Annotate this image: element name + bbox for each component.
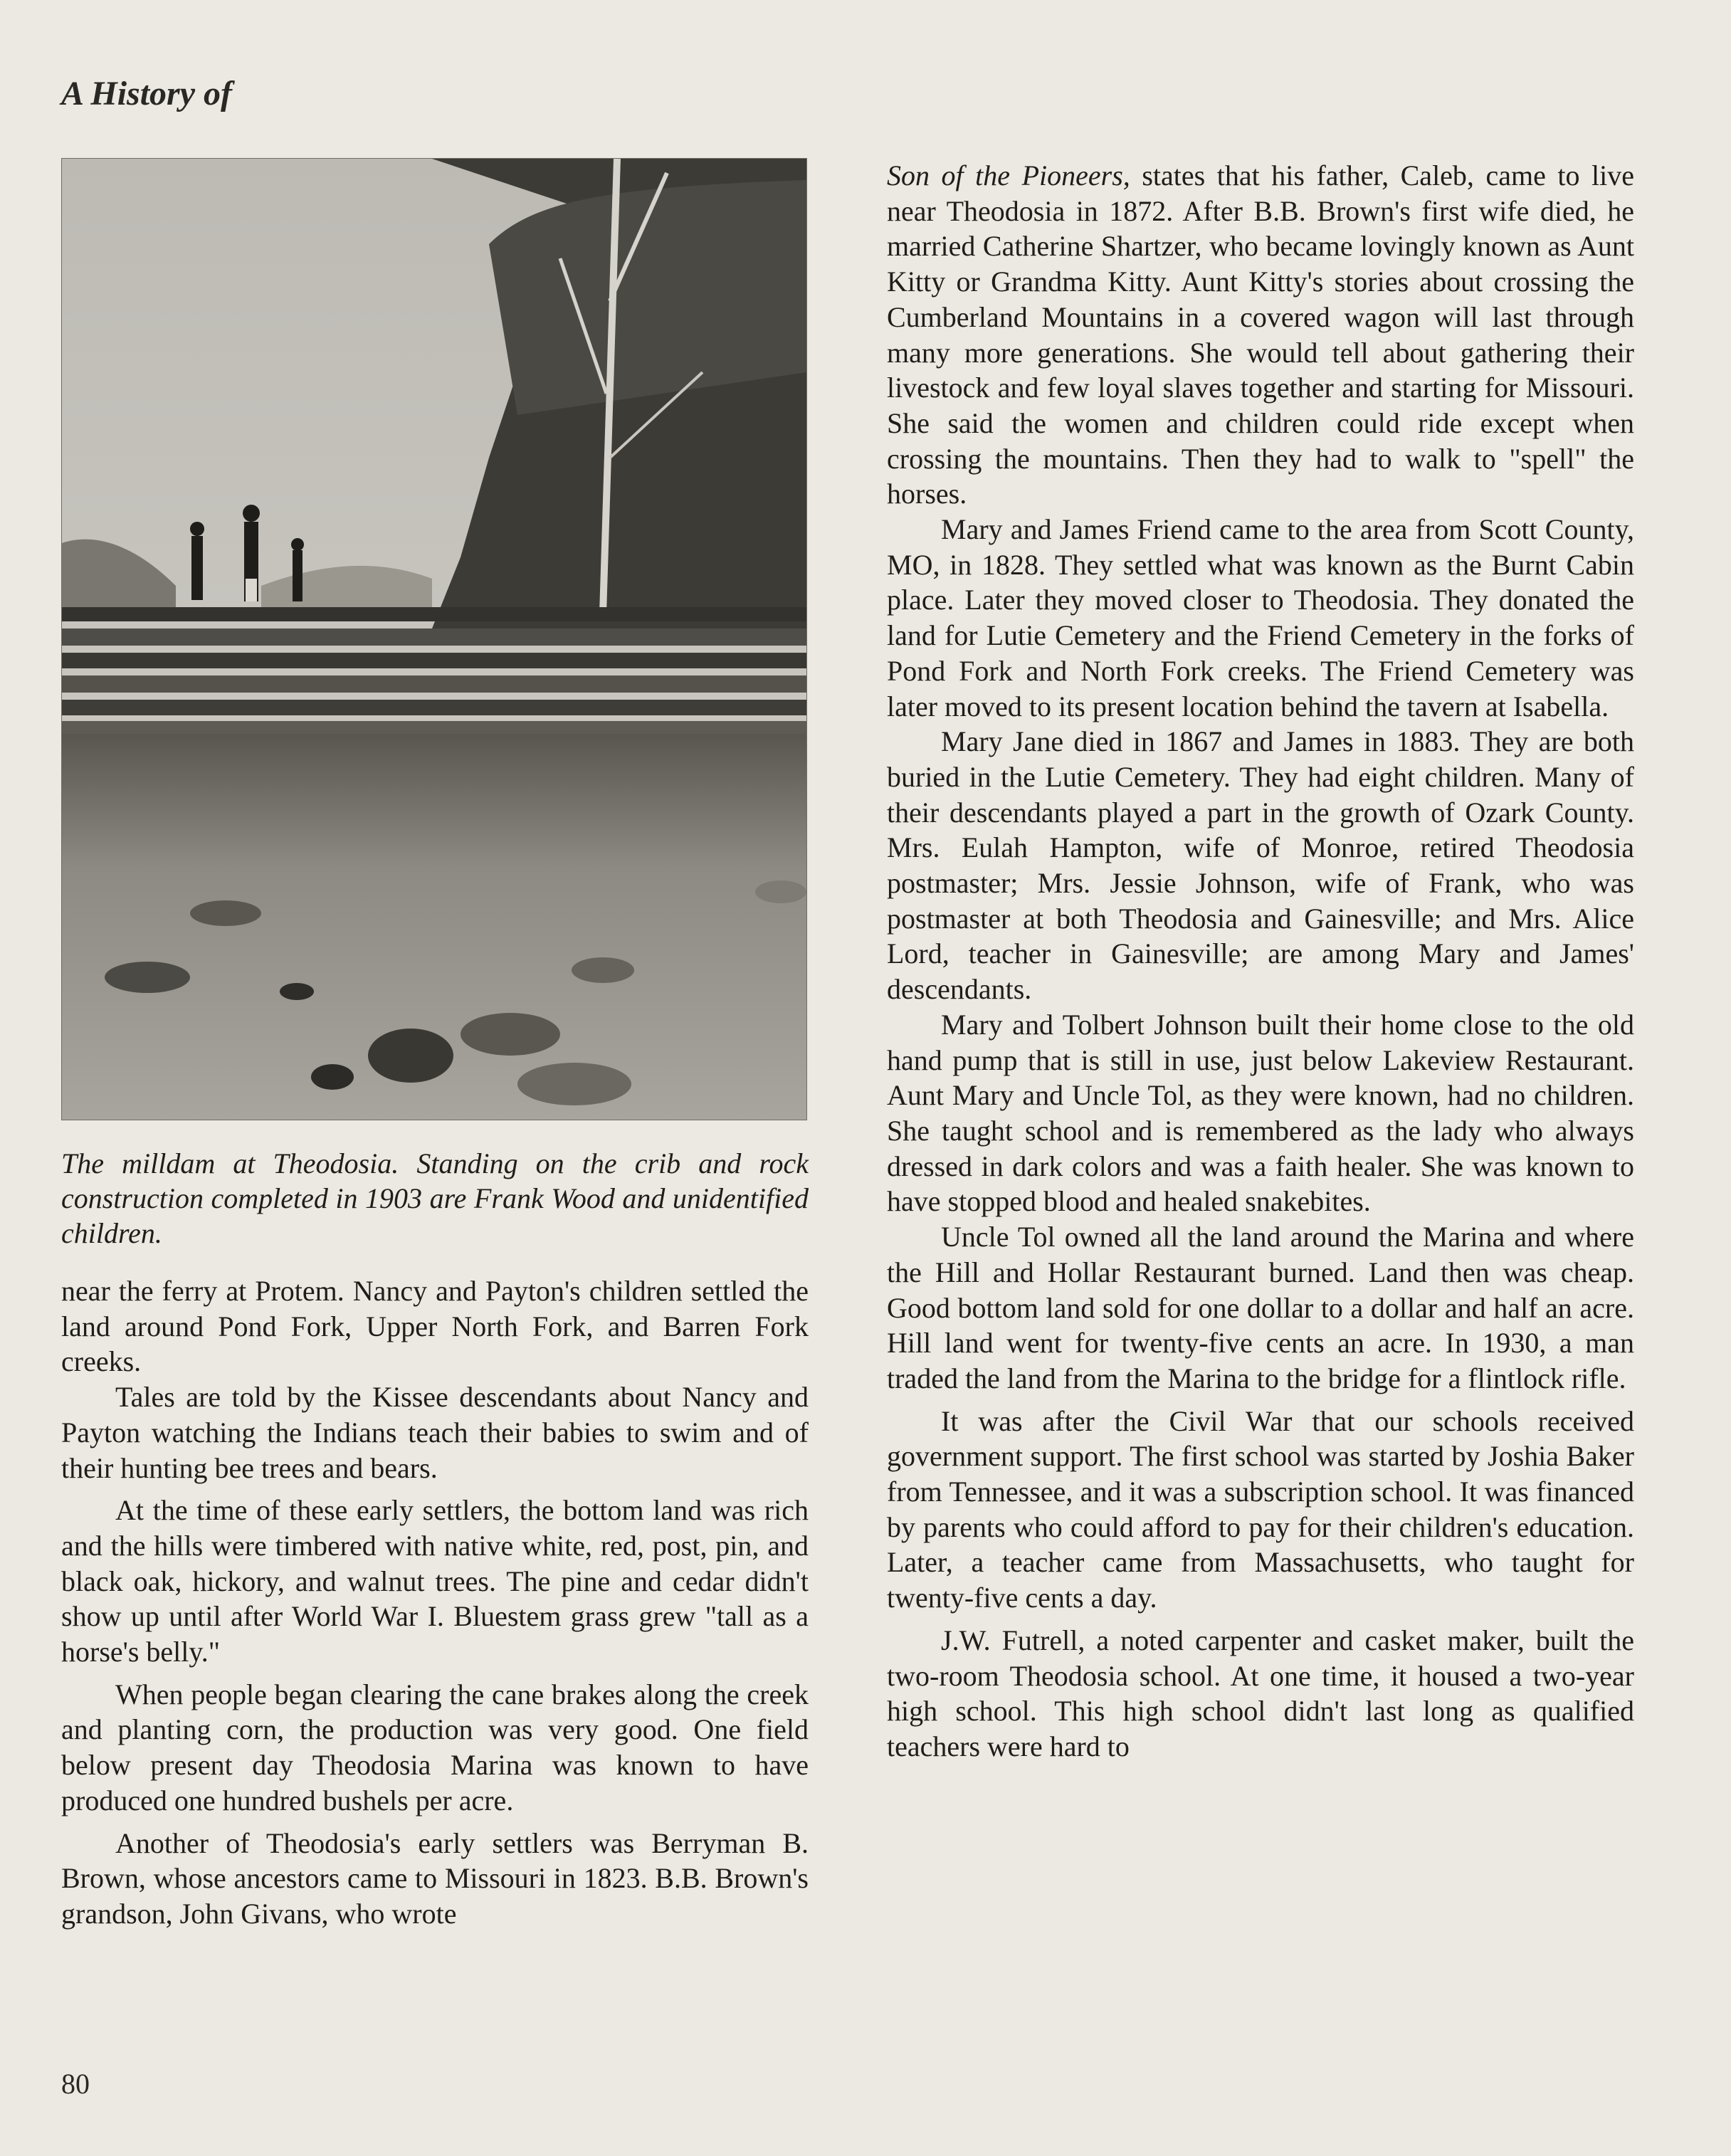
paragraph: Another of Theodosia's early settlers was Berryman B. Brown, whose ancestors came to Missouri in 1823. B.B. Brown's grandson, John Givans, who wrote xyxy=(61,1826,809,1930)
book-title: Son of the Pioneers, xyxy=(887,159,1130,191)
paragraph: It was after the Civil War that our schools received government support. The first school was started by Joshia Baker from Tennessee, and it was a subscription school. It was financed by parents who could afford to pay for their children's education. Later, a teacher came from Massachusetts, who taught for twenty-five cents a day. xyxy=(887,1404,1634,1614)
paragraph: near the ferry at Protem. Nancy and Payton's children settled the land around Pond Fork, Upper North Fork, and Barren Fork creeks. xyxy=(61,1275,809,1378)
paragraph xyxy=(887,158,1634,512)
paragraph: At the time of these early settlers, the bottom land was rich and the hills were timbered with native white, red, post, pin, and black oak, hickory, and walnut trees. The pine and cedar didn't show up until after World War I. Bluestem grass grew "tall as a horse's belly." xyxy=(61,1494,809,1668)
left-column xyxy=(61,158,809,1932)
paragraph-text: states that his father, Caleb, came to live near Theodosia in 1872. After B.B. Brown's first wife died, he married Catherine Shartzer, who became lovingly known as Aunt Kitty or Grandma Kitty. Aunt Kitty's stories about crossing the Cumberland Mountains in a covered wagon will last through many more generations. She would tell about gathering their livestock and few loyal slaves together and starting for Missouri. She said the women and children could ride except when crossing the mountains. Then they had to walk to "spell" the horses. xyxy=(887,159,1634,510)
paragraph: When people began clearing the cane brakes along the creek and planting corn, the production was very good. One field below present day Theodosia Marina was known to have produced one hundred bushels per acre. xyxy=(61,1678,809,1816)
paragraph: Tales are told by the Kissee descendants about Nancy and Payton watching the Indians teach their babies to swim and of their hunting bee trees and bears. xyxy=(61,1381,809,1484)
page-number: 80 xyxy=(61,2068,90,2100)
paragraph: Uncle Tol owned all the land around the Marina and where the Hill and Hollar Restaurant burned. Land then was cheap. Good bottom land sold for one dollar to a dollar and half an acre. Hill land went for twenty-five cents an acre. In 1930, a man traded the land from the Marina to the bridge for a flintlock rifle. xyxy=(887,1221,1634,1394)
paragraph: J.W. Futrell, a noted carpenter and casket maker, built the two-room Theodosia school. At one time, it housed a two-year high school. This high school didn't last long as qualified teachers were hard to xyxy=(887,1624,1634,1762)
paragraph: Mary and Tolbert Johnson built their home close to the old hand pump that is still in use, just below Lakeview Restaurant. Aunt Mary and Uncle Tol, as they were known, had no children. She taught school and is remembered as the lady who always dressed in dark colors and was a faith healer. She was known to have stopped blood and healed snakebites. xyxy=(887,1008,1634,1218)
paragraph: Mary and James Friend came to the area from Scott County, MO, in 1828. They settled what was known as the Burnt Cabin place. Later they moved closer to Theodosia. They donated the land for Lutie Cemetery and the Friend Cemetery in the forks of Pond Fork and North Fork creeks. The Friend Cemetery was later moved to its present location behind the tavern at Isabella. xyxy=(887,513,1634,722)
photo-caption: The milldam at Theodosia. Standing on the crib and rock construction completed in 1903 are Frank Wood and unidentified children. xyxy=(61,1147,809,1249)
running-head: A History of xyxy=(61,75,233,112)
right-column xyxy=(887,158,1634,1765)
milldam-photo xyxy=(61,158,807,1120)
paragraph: Mary Jane died in 1867 and James in 1883. They are both buried in the Lutie Cemetery. They had eight children. Many of their descendants played a part in the growth of Ozark County. Mrs. Eulah Hampton, wife of Monroe, retired Theodosia postmaster; Mrs. Jessie Johnson, wife of Frank, who was postmaster at both Theodosia and Gainesville; and Mrs. Alice Lord, teacher in Gainesville; are among Mary and James' descendants. xyxy=(887,725,1634,1006)
